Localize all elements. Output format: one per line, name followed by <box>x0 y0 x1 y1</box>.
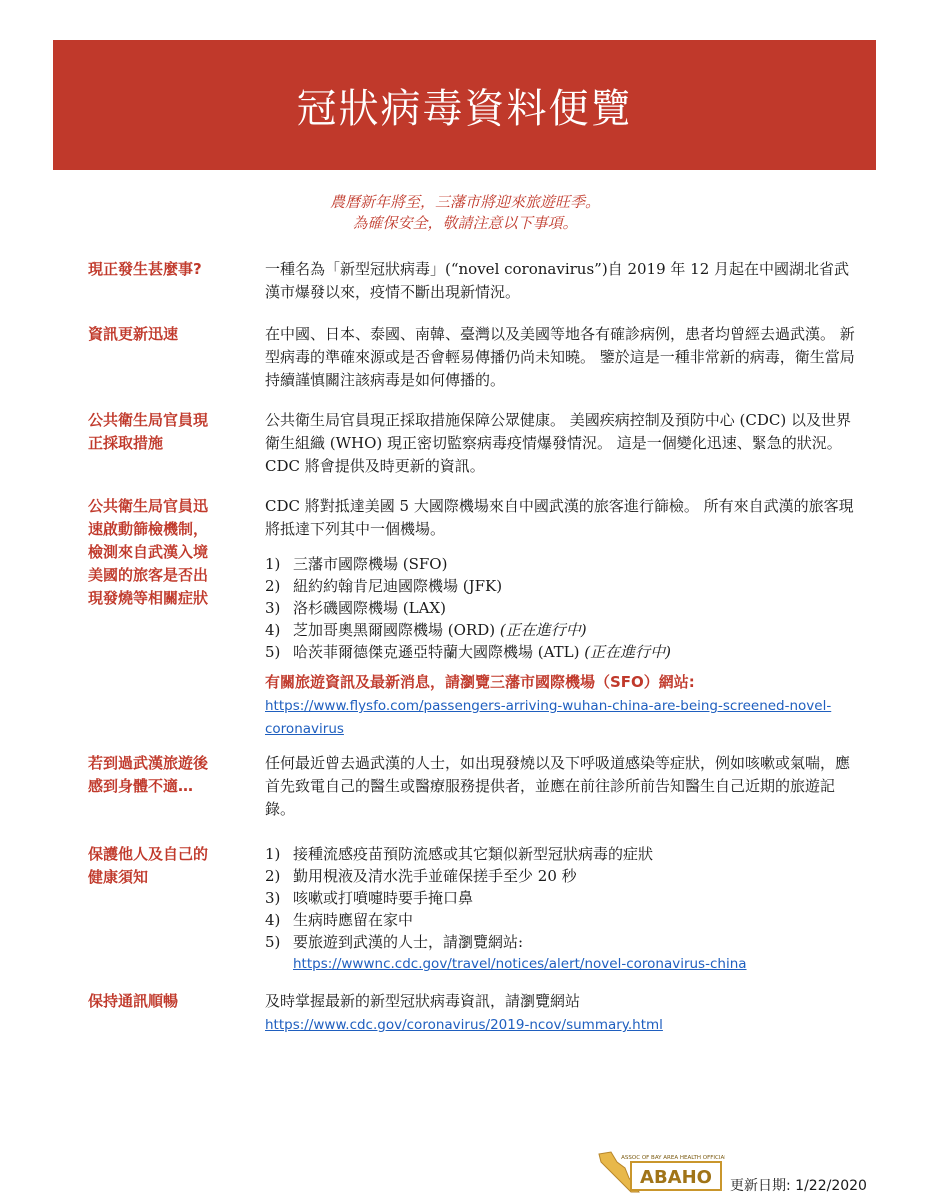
cdc-summary-link[interactable]: https://www.cdc.gov/coronavirus/2019-ncov/summary.html <box>265 1017 663 1033</box>
list-item: 3) 洛杉磯國際機場 (LAX) <box>265 599 446 617</box>
update-date: 更新日期: 1/22/2020 <box>730 1178 867 1194</box>
list-item: 1) 三藩市國際機場 (SFO) <box>265 555 448 573</box>
section-label: 公共衛生局官員現正採取措施 <box>88 411 209 452</box>
intro-line-2: 為確保安全，敬請注意以下事項。 <box>352 214 578 232</box>
section-label: 資訊更新迅速 <box>88 325 179 343</box>
title-banner <box>53 40 876 170</box>
section-label: 保持通訊順暢 <box>88 992 179 1010</box>
section-text: 及時掌握最新的新型冠狀病毒資訊，請瀏覽網站 <box>265 992 581 1010</box>
section-text: 任何最近曾去過武漢的人士，如出現發燒以及下呼吸道感染等症狀，例如咳嗽或氣喘，應首先致電自己的醫生或醫療服務提供者，並應在前往診所前告知醫生自己近期的旅遊記錄。 <box>265 754 851 818</box>
list-item: 1) 接種流感疫苗預防流感或其它類似新型冠狀病毒的症狀 <box>265 845 654 863</box>
health-tips-list <box>265 843 855 975</box>
section-text: 在中國、日本、泰國、南韓、臺灣以及美國等地各有確診病例，患者均曾經去過武漢。 新型病毒的準確來源或是否會輕易傳播仍尚未知曉。 鑒於這是一種非常新的病毒，衛生當局持續謹慎關注該病毒是如何傳播的。 <box>265 325 855 389</box>
airport-list <box>265 553 855 663</box>
travel-info-note: 有關旅遊資訊及最新消息，請瀏覽三藩市國際機場（SFO）網站: <box>265 673 695 691</box>
intro-line-1: 農曆新年將至，三藩市將迎來旅遊旺季。 <box>329 193 600 211</box>
logo-text: ABAHO <box>640 1167 712 1188</box>
section-text: 公共衛生局官員現正採取措施保障公眾健康。 美國疾病控制及預防中心 (CDC) 以及世界衛生組織 (WHO) 現正密切監察病毒疫情爆發情況。 這是一個變化迅速、緊急的狀況。 CDC 將會提供及時更新的資訊。 <box>265 411 851 475</box>
intro-note <box>0 192 930 234</box>
section-text: 一種名為「新型冠狀病毒」(“novel coronavirus”)自 2019 年 12 月起在中國湖北省武漢市爆發以來，疫情不斷出現新情況。 <box>265 260 850 301</box>
list-item: 5) 哈茨菲爾德傑克遜亞特蘭大國際機場 (ATL) (正在進行中) <box>265 643 671 661</box>
page-title: 冠狀病毒資料便覽 <box>296 85 633 132</box>
section-text: CDC 將對抵達美國 5 大國際機場來自中國武漢的旅客進行篩檢。 所有來自武漢的旅客現將抵達下列其中一個機場。 <box>265 497 854 538</box>
section-label: 現正發生甚麼事? <box>88 260 202 278</box>
list-item: 2) 勤用梘液及清水洗手並確保搓手至少 20 秒 <box>265 867 577 885</box>
section-label: 若到過武漢旅遊後感到身體不適… <box>88 754 209 795</box>
cdc-travel-link[interactable]: https://wwwnc.cdc.gov/travel/notices/alert/novel-coronavirus-china <box>293 956 747 972</box>
logo-subtext: ASSOC OF BAY AREA HEALTH OFFICIALS <box>621 1155 725 1161</box>
sfo-link[interactable]: https://www.flysfo.com/passengers-arriving-wuhan-china-are-being-screened-novel-coronavirus <box>265 698 832 737</box>
list-item: 5) 要旅遊到武漢的人士，請瀏覽網站: <box>265 933 524 951</box>
list-item: 4) 生病時應留在家中 <box>265 911 414 929</box>
list-item: 2) 紐約約翰肯尼迪國際機場 (JFK) <box>265 577 503 595</box>
abaho-logo <box>595 1148 725 1194</box>
list-item: 4) 芝加哥奧黑爾國際機場 (ORD) (正在進行中) <box>265 621 587 639</box>
section-label: 保護他人及自己的健康須知 <box>88 845 209 886</box>
section-label: 公共衛生局官員迅速啟動篩檢機制，檢測來自武漢入境美國的旅客是否出現發燒等相關症狀 <box>88 497 209 607</box>
list-item: 3) 咳嗽或打噴嚏時要手掩口鼻 <box>265 889 474 907</box>
